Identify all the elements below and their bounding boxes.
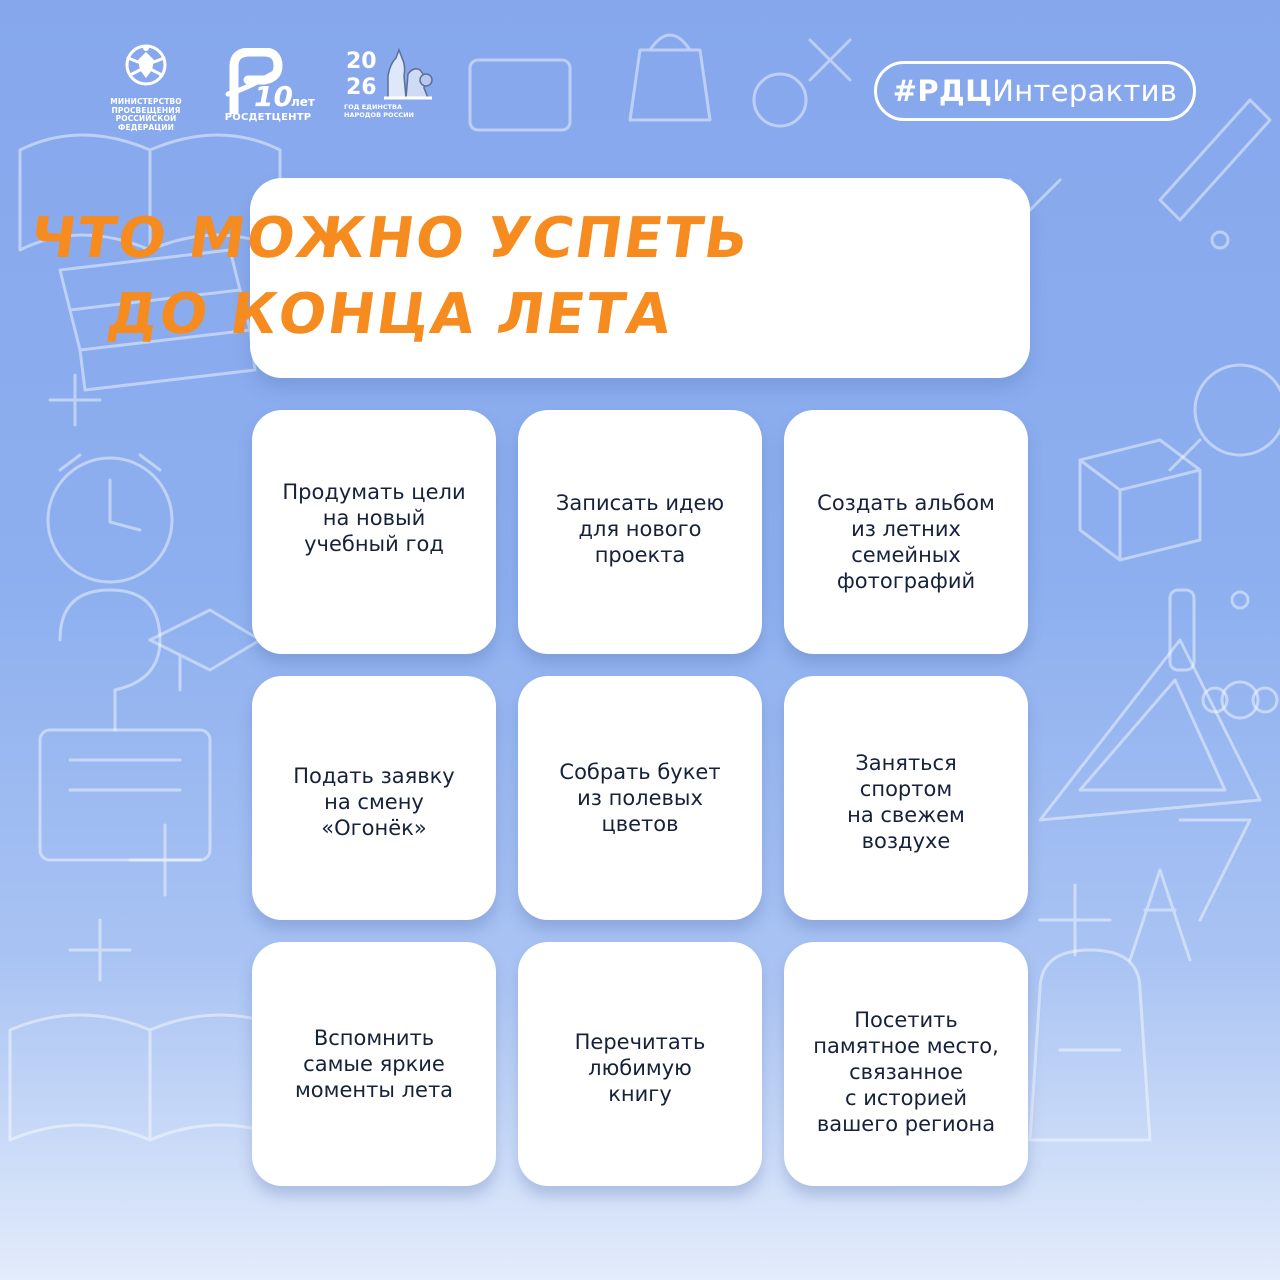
card-text: Создать альбом из летних семейных фотографий	[817, 491, 995, 593]
hashtag-suffix: Интерактив	[992, 74, 1178, 108]
activity-card-memorial-place	[784, 942, 1028, 1186]
notebook-icon	[40, 730, 210, 860]
card-text: Заняться спортом на свежем воздухе	[847, 751, 965, 853]
rdc-years: лет	[291, 95, 315, 109]
card-text: Перечитать любимую книгу	[574, 1030, 706, 1106]
year-bottom: 26	[346, 75, 377, 100]
backpack-icon	[1030, 950, 1150, 1140]
seven-digit-icon	[1180, 820, 1250, 920]
rdc-caption: РОСДЕТЦЕНТР	[224, 112, 312, 123]
activity-card-bouquet	[518, 676, 762, 920]
shopping-bag-icon	[630, 35, 710, 120]
gear-icon	[754, 74, 806, 126]
ministry-of-education-logo	[100, 40, 192, 132]
activity-card-goals	[252, 410, 496, 654]
activity-card-photo-album	[784, 410, 1028, 654]
compass-icon	[1130, 870, 1190, 960]
plus-icon	[50, 375, 100, 425]
activity-card-memories	[252, 942, 496, 1186]
card-text: Собрать букет из полевых цветов	[559, 760, 721, 836]
activity-card-project-idea	[518, 410, 762, 654]
hashtag-badge[interactable]	[874, 61, 1196, 121]
card-text: Вспомнить самые яркие моменты лета	[294, 1026, 454, 1102]
monument-minin-pozharsky-icon	[344, 46, 434, 102]
rosdetcenter-logo	[216, 48, 320, 130]
notebook-icon	[470, 60, 570, 130]
card-text: Посетить памятное место, связанное с историей вашего региона	[813, 1008, 999, 1136]
plus-icon	[70, 920, 130, 980]
open-book-icon	[10, 1015, 290, 1140]
card-text: Продумать цели на новый учебный год	[282, 480, 466, 556]
graduation-cap-icon	[150, 610, 260, 690]
card-text: Подать заявку на смену «Огонёк»	[293, 764, 455, 840]
page-title-line-1: ЧТО МОЖНО УСПЕТЬ	[26, 206, 754, 271]
double-headed-eagle-emblem-icon	[118, 40, 174, 90]
question-mark-icon	[60, 590, 160, 730]
plus-icon	[1040, 885, 1110, 955]
activity-card-camp-application	[252, 676, 496, 920]
year-of-unity-logo	[344, 46, 436, 130]
activity-card-reread-book	[518, 942, 762, 1186]
magnifier-icon	[1195, 365, 1280, 455]
activity-card-sport	[784, 676, 1028, 920]
year-top: 20	[346, 49, 377, 74]
rdc-number: 10	[254, 80, 293, 113]
ministry-caption: МИНИСТЕРСТВО ПРОСВЕЩЕНИЯ РОССИЙСКОЙ ФЕДЕРАЦИИ	[110, 97, 182, 132]
hashtag-prefix: #РДЦ	[892, 74, 993, 108]
year-caption: ГОД ЕДИНСТВА НАРОДОВ РОССИИ	[344, 103, 415, 119]
triangle-ruler-icon	[1040, 640, 1260, 820]
rdc-10-years-mark-icon	[218, 48, 318, 114]
page-title-line-2: ДО КОНЦА ЛЕТА	[103, 282, 677, 347]
card-text: Записать идею для нового проекта	[555, 491, 725, 567]
